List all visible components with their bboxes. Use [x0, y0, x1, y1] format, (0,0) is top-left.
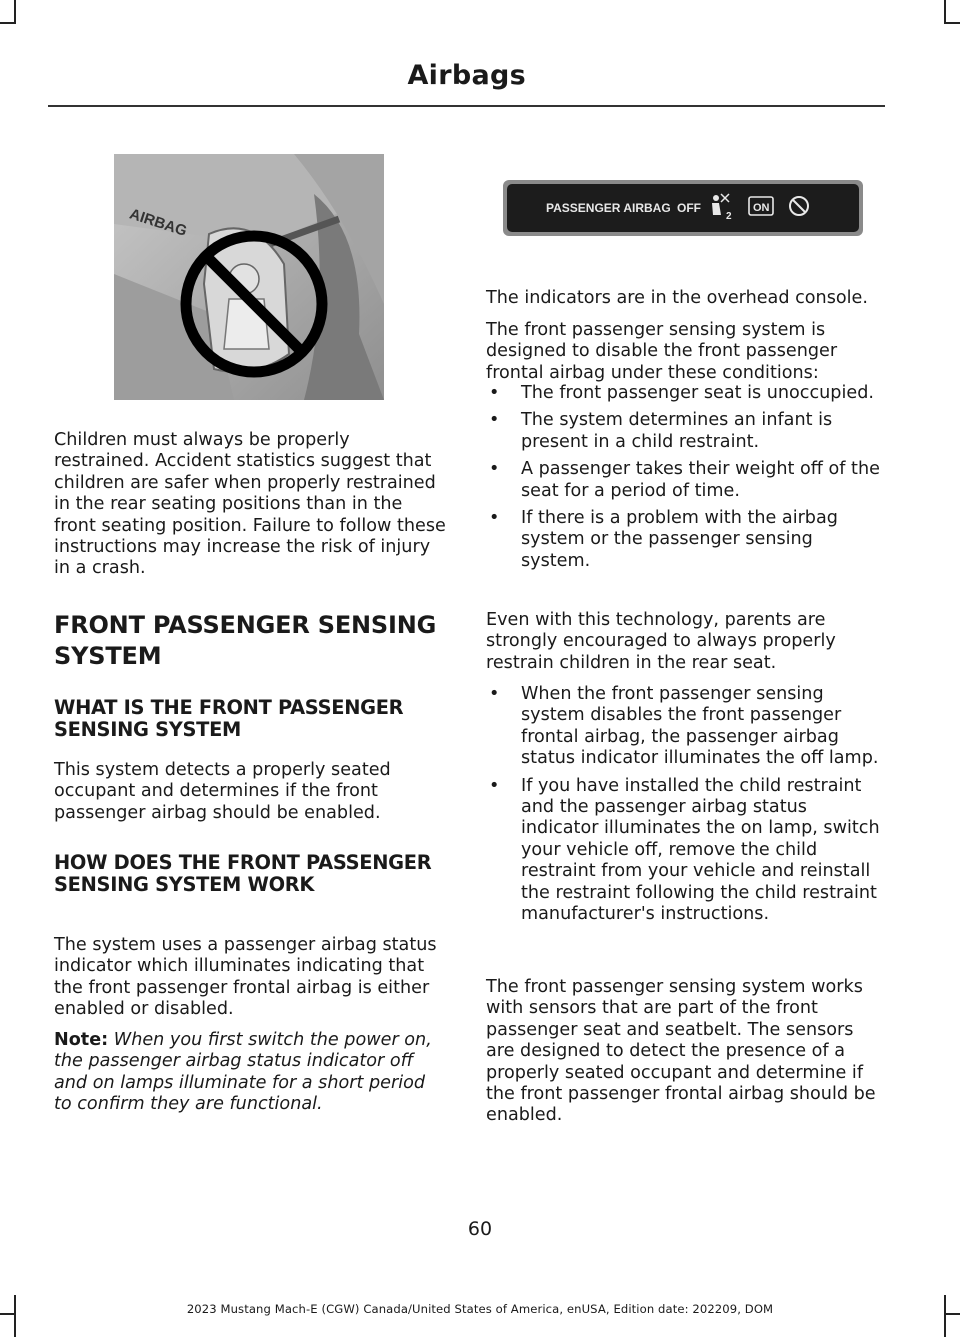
airbag-label: AIRBAG [127, 205, 189, 240]
list-item: • If you have installed the child restraint and the passenger airbag status indicator illuminates the on lamp, switch your vehicle off, remove the child restraint from your vehicle and reinstall the restraint following the child restraint manufacturer's instructions. [489, 775, 880, 925]
bullet: • [489, 459, 500, 480]
seat-icon-subscript: 2 [726, 211, 732, 222]
list-item: • The system determines an infant is present in a child restraint. [489, 410, 833, 452]
list-item: • If there is a problem with the airbag system or the passenger sensing system. [489, 508, 838, 571]
passenger-airbag-label: PASSENGER AIRBAG [546, 201, 671, 215]
indicators-paragraph: The indicators are in the overhead console. [486, 288, 868, 308]
designed-paragraph: The front passenger sensing system is designed to disable the front passenger frontal airbag under these conditions: [486, 320, 838, 383]
subheading-how: HOW DOES THE FRONT PASSENGER SENSING SYSTEM WORK [54, 851, 432, 896]
note-paragraph [54, 1030, 448, 1116]
header-divider [48, 105, 885, 107]
works-paragraph: The front passenger sensing system works with sensors that are part of the front passenger seat and seatbelt. The sensors are designed to detect the presence of a properly seated occupant and determine if the front passenger frontal airbag should be enabled. [486, 977, 876, 1126]
child-seat-prohibited-figure [114, 154, 384, 400]
section-heading-line-2: SYSTEM [54, 642, 162, 670]
note-text: When you first switch the power on, the passenger airbag status indicator off and on lamps illuminate for a short period to confirm they are functional. [54, 1030, 432, 1115]
list-item: • The front passenger seat is unoccupied. [489, 383, 874, 403]
actions-list [486, 684, 880, 925]
crop-mark [944, 0, 946, 22]
page-title: Airbags [407, 60, 526, 91]
crop-mark [944, 22, 960, 24]
list-item: • A passenger takes their weight off of the seat for a period of time. [489, 459, 880, 501]
off-label: OFF [677, 201, 701, 215]
footer-edition-info: 2023 Mustang Mach-E (CGW) Canada/United States of America, enUSA, Edition date: 202209, DOM [186, 1302, 774, 1316]
conditions-list [486, 383, 880, 572]
page-number: 60 [467, 1218, 493, 1240]
subheading-what: WHAT IS THE FRONT PASSENGER SENSING SYSTEM [54, 696, 404, 741]
bullet: • [489, 383, 500, 403]
crop-mark [0, 22, 16, 24]
bullet: • [489, 775, 500, 796]
bullet: • [489, 410, 500, 431]
note-label: Note: [54, 1030, 109, 1050]
list-item: • When the front passenger sensing system disables the front passenger frontal airbag, the passenger airbag status indicator illuminates the off lamp. [489, 684, 879, 769]
section-heading-line-1: FRONT PASSENGER SENSING [54, 611, 437, 639]
passenger-airbag-indicator-figure [503, 180, 863, 236]
on-label: ON [753, 202, 770, 214]
bullet: • [489, 508, 500, 529]
what-paragraph: This system detects a properly seated occupant and determines if the front passenger airbag should be enabled. [54, 760, 391, 823]
even-paragraph: Even with this technology, parents are strongly encouraged to always properly restrain children in the rear seat. [486, 610, 836, 673]
crop-mark [14, 0, 16, 22]
how-paragraph: The system uses a passenger airbag status indicator which illuminates indicating that the front passenger frontal airbag is either enabled or disabled. [54, 935, 437, 1020]
intro-paragraph: Children must always be properly restrained. Accident statistics suggest that children are safer when properly restrained in the rear seating positions than in the front seating position. Failure to follow these instructions may increase the risk of injury in a crash. [54, 430, 446, 579]
bullet: • [489, 684, 500, 704]
